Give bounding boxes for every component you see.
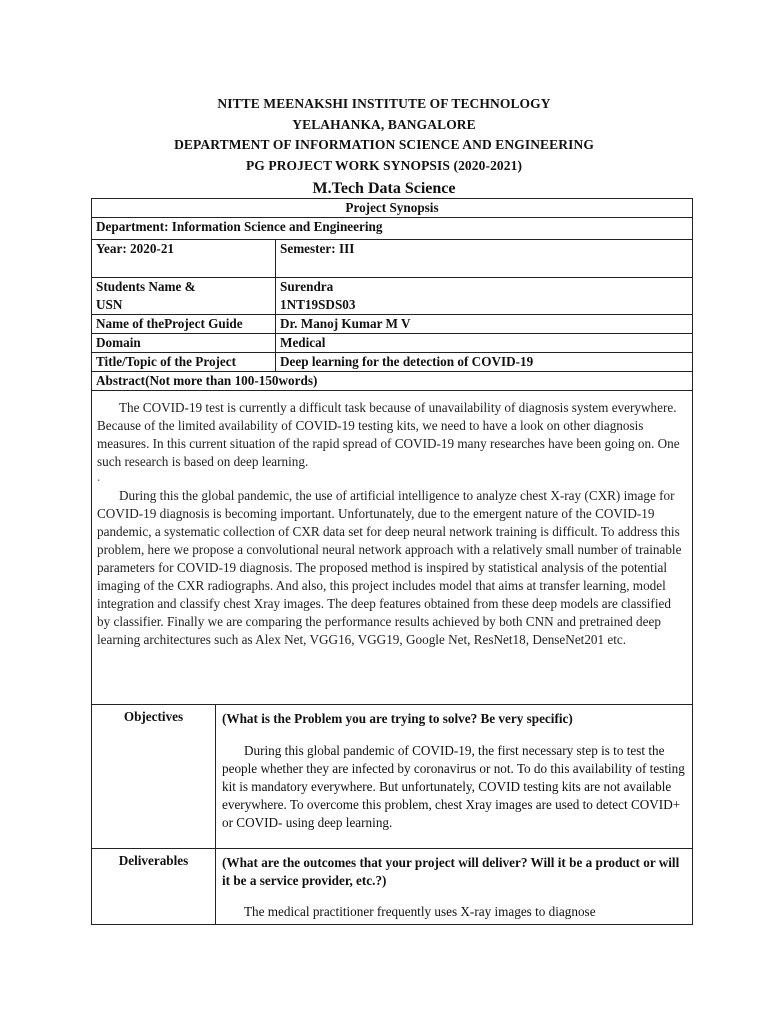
domain-label: Domain [92,334,276,353]
student-name: Surendra [280,279,334,294]
students-value-cell [276,278,693,315]
year-cell: Year: 2020-21 [92,240,276,278]
domain-value: Medical [276,334,693,353]
abstract-paragraph-1: The COVID-19 test is currently a difficult task because of unavailability of diagnosis system everywhere. Because of the limited availability of COVID-19 testing kits, we need to have a look on other diagnosis measures. In this current situation of the rapid spread of COVID-19 many researches have been going on. One such research is based on deep learning. [97,400,680,469]
objectives-label: Objectives [92,705,216,849]
synopsis-heading: PG PROJECT WORK SYNOPSIS (2020-2021) [245,157,523,173]
guide-label: Name of theProject Guide [92,315,276,334]
project-title-label: Title/Topic of the Project [92,353,276,372]
department-name: DEPARTMENT OF INFORMATION SCIENCE AND ENGINEERING [174,137,594,152]
abstract-body [92,391,693,705]
project-title-value: Deep learning for the detection of COVID-19 [276,353,693,372]
abstract-label: Abstract(Not more than 100-150words) [92,372,693,391]
student-usn: 1NT19SDS03 [280,297,356,312]
deliverables-body [216,849,693,925]
semester-cell: Semester: III [276,240,693,278]
objectives-question: (What is the Problem you are trying to solve? Be very specific) [222,711,573,726]
deliverables-question: (What are the outcomes that your project will deliver? Will it be a product or will it be a service provider, etc.?) [222,855,680,888]
objectives-text: During this global pandemic of COVID-19, the first necessary step is to test the people whether they are infected by coronavirus or not. To do this availability of testing kit is mandatory everywhere. But unfortunately, COVID testing kits are not available everywhere. To overcome this problem, chest Xray images are used to detect COVID+ or COVID- using deep learning. [222,743,685,830]
document-header [0,94,768,201]
table-title: Project Synopsis [92,199,693,218]
students-label-cell [92,278,276,315]
objectives-body [216,705,693,849]
students-label-line2: USN [96,297,123,312]
synopsis-table [91,198,693,925]
institute-name: NITTE MEENAKSHI INSTITUTE OF TECHNOLOGY [217,96,551,111]
institute-location: YELAHANKA, BANGALORE [292,116,476,132]
guide-value: Dr. Manoj Kumar M V [276,315,693,334]
deliverables-text: The medical practitioner frequently uses X-ray images to diagnose [244,904,596,919]
abstract-paragraph-2: During this the global pandemic, the use of artificial intelligence to analyze chest X-ray (CXR) image for COVID-19 diagnosis is becoming important. Unfortunately, due to the emergent nature of the COVID-19 pandemic, a systematic collection of CXR data set for deep neural network training is difficult. To address this problem, here we propose a convolutional neural network approach with a relatively small number of trainable parameters for COVID-19 diagnosis. The proposed method is inspired by statistical analysis of the potential imaging of the CXR radiographs. And also, this project includes model that aims at transfer learning, model integration and classify chest Xray images. The deep features obtained from these deep models are classified by classifier. Finally we are comparing the performance results achieved by both CNN and pretrained deep learning architectures such as Alex Net, VGG16, VGG19, Google Net, ResNet18, DenseNet201 etc. [97,488,682,647]
students-label-line1: Students Name & [96,279,196,294]
deliverables-label: Deliverables [92,849,216,925]
abstract-separator-dot: . [97,469,101,484]
program-name: M.Tech Data Science [312,180,456,197]
department-row: Department: Information Science and Engineering [92,218,693,240]
